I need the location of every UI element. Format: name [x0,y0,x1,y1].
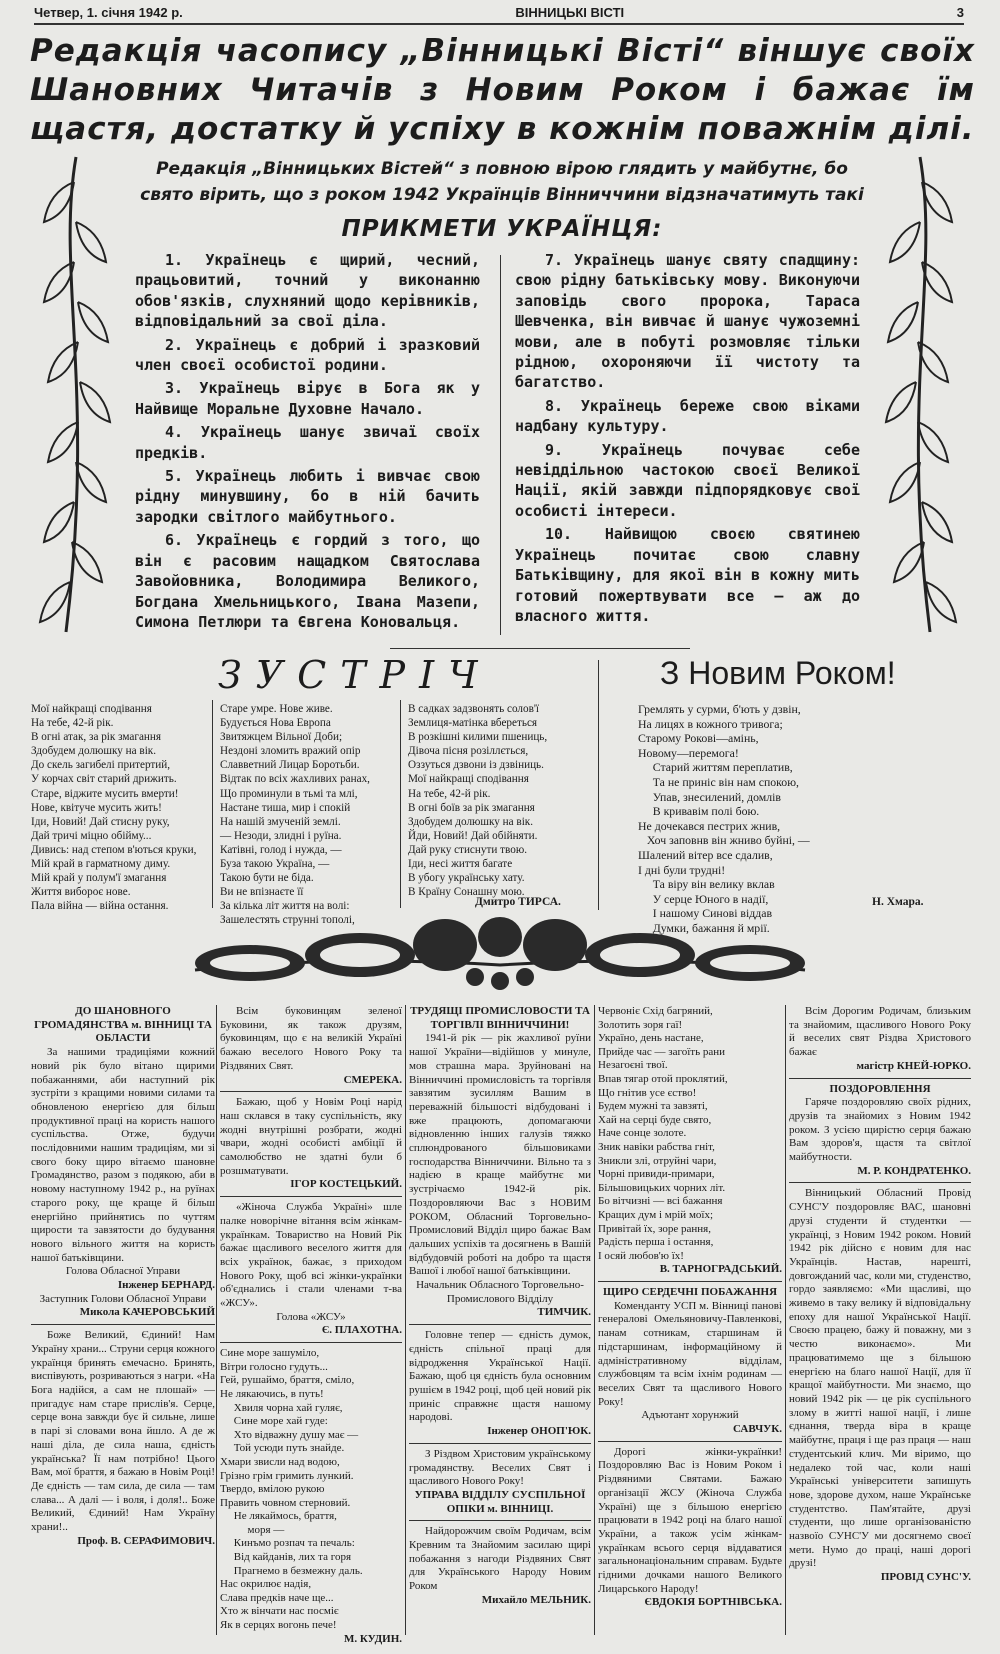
tenet-item: 6. Українець є гордий з того, що він є расовим нащадком Святослава Завойовника, Володимира Великого, Богдана Хмельницького, Івана Мазепи, Симона Петлюри та Євгена Коновальця. [135,531,480,631]
signature: магістр КНЕЙ-ЮРКО. [856,1059,971,1072]
laurel-ornament-right [880,152,960,642]
article-title: ПОЗДОРОВЛЕННЯ [829,1082,931,1095]
signature: ЄВДОКІЯ БОРТНІВСЬКА. [644,1596,782,1609]
tenet-item: 5. Українець любить і вивчає свою рідну минувшину, бо в ній бачить зародки світлого майбутнього. [135,467,480,526]
article-body: Гаряче поздоровляю своїх рідних, друзів та знайомих з Новим 1942 роком. З усією щирістю серця бажаю Вам здоров'я, щастя та світлої майбутности. [789,1096,971,1164]
article-body: 1941-й рік — рік жахливої руїни нашої України—відійшов у минуле, мов страшна мара. Зруйновані на Вінниччині промисловість та торгівля завзятим зусиллям Вашим в переважній більшості відбудовані і вже працюють, допомагаючи відновленню інших галузів тяжко сплюндрованого більшовиками господарства Вінниччини. Вільно та з надією в краще майбутнє ми зустрічаємо 1942-й рік. Поздоровляючи Вас з НОВИМ РОКОМ, Обласний Торговельно-Промисловий Відділ щиро бажає Вам дальших успіхів та досягнень в Вашій відбудовчій роботі на добро та щастя Вашої і любої нашої батьківщини. [409,1032,591,1278]
newspaper-name: ВІННИЦЬКІ ВІСТІ [515,5,625,20]
editorial-greeting: Редакція часопису „Вінницькі Вісті“ віншує своїх Шановних Читачів з Новим Роком і бажає їм щастя, достатку й успіху в кожнім поважнім ділі. [30,33,975,147]
column-divider [216,1005,217,1635]
column-rule [409,1520,591,1521]
tenet-item: 8. Українець береже свою віками надбану культуру. [515,396,860,436]
column-5 [789,1005,971,1585]
article-body: Коменданту УСП м. Вінниці панові генералові Омельяновичу-Павленкові, панам сотникам, старшинам й підстаршинам, інформаційному й адміністративному відділам, службовцям та всім іхнім родинам — веселих Свят та щасливого Нового Року! [598,1299,782,1408]
article-body: Вінницький Обласний Провід СУНС'У поздоровляє ВАС, шановні друзі студенти й студентки — українці, з Новим 1942 роком. Новий 1942 рік дійсно є новим для нас Українців. Настав, нарешті, довгожданий час, коли ми, студенство, гордо заявляємо: «Ми щасливі, що живемо в таку велику й відповідальну епоху для нашої Української Нації. Своєю працею, бажу й поважну, ми з честю виконаємо». Ми працюватимемо ще з більшою енергією на благо нашої Нації, для її кращої майбутности. Ми знаємо, що новий 1942 рік — це рік суспільного злому в житті нашої нації, і лише єднання, тверда віра в краще майбутнє, праця і ще раз праця — наш студентський клич. Ми віримо, що недалеко той час, коли наші Українські університети запишуть нове, здорове духом, наше Українське студентство. Пам'ятайте, друзі студенти, що лише організованістю назвоїо СУНС'У ми досягнемо своєї мети. Нумо до праці, наші дорогі друзі! [789,1187,971,1570]
article-body: Всім буковинцям зеленої Буковини, як також друзям, буковинцям, що є на великій Україні бажаю веселого Нового Року та Різдвяних Свят. [220,1005,402,1072]
article-title: УПРАВА ВІДДІЛУ СУСПІЛЬНОЇ ОПІКИ м. ВІННИЦІ. [414,1488,586,1515]
column-rule [31,1324,215,1325]
signature: Проф. В. СЕРАФИМОВИЧ. [77,1534,215,1547]
signature: В. ТАРНОГРАДСЬКИЙ. [659,1263,782,1276]
poem-author-khmara: Н. Хмара. [872,896,924,908]
signature: Михайло МЕЛЬНИК. [481,1593,591,1606]
poem-new-year: Гремлять у сурми, б'ють у дзвін, На лицях в кожного тривога; Старому Рокові—амінь, Новому—перемога! Старий життям переплатив, Та не приніс він нам спокою, Упав, знесилений, домлів В кривавім полі бою. Не дочекався пестрих жнив, Хоч заповнв він жниво буйні, — Шалений вітер все сдалив, І дні були трудні! Та віру він велику вклав У серце Юного в надії, І нашому Синові віддав Думки, бажання й мрії. [638,702,810,935]
column-divider [405,1005,406,1635]
tenet-item: 10. Найвищою своєю святинею Українець почитає свою славну Батьківщину, для якої він в кожну мить готовий пожертвувати все — аж до власного життя. [515,525,860,625]
article-body: Дорогі жінки-українки! Поздоровляю Вас із Новим Роком і Різдвяними Святами. Бажаю організації ЖСУ (Жіноча Служба Україні) ще з більшою енергією працювати в 1942 році на благо нашої України, а також усім жінкам-українкам всього серця віддаватися загальнонаціональним справам. Будьте гідними дочками нашого Великого Лицарського Народу! [598,1445,782,1595]
section-divider [598,660,599,910]
column-2 [220,1005,402,1646]
column-divider [594,1005,595,1635]
article-body: З Різдвом Христовим українському громадянству. Веселих Свят і щасливого Нового Року! [409,1447,591,1488]
article-body: За нашими традиціями кожний новий рік було вітано щирими побажаннями, аби наступний рік зустріти з кращими новими силами та обновленою енергією для більш продуктивної праці на користь нашого суспільства. Отже, будучи послідовними нашим традиціям, ми зі свого боку щиро вітаємо шановне Громадянство, разом з подякою, аби в новому наступному 1942 р., на руїнах старого року, ще краще й більш енергійно прийнятись по чуттям щирости та завзятости до будування нового вільного життя на користь нашої батьківщини. [31,1046,215,1264]
signature: Інженер БЕРНАРД. [117,1279,215,1292]
tenets-divider [500,255,501,635]
signature: Начальник Обласного Торговельно-Промислового Відділу [416,1279,584,1305]
page-header [34,5,964,25]
tenets-column-right [515,250,860,629]
poem-dawn: Червоніє Схід багряний, Золотить зоря гаї! Україно, день настане, Прийде час — загоїть рани Незагоєні твої. Впав тягар отой проклятий, Що гнітив усе єство! Будем мужні та завзяті, Хай на серці буде свято, Наче сонце золоте. Зник навіки рабства гніт, Зникли злі, отруйні чари, Чорні привиди-примари, Більшовицьких чорних літ. Бо вітчизні — всі бажання Кращих дум і мрій моїх; Привітай їх, зоре рання, Радість перша і остання, І осяй любов'ю їх! [598,1005,728,1262]
tenets-title: ПРИКМЕТИ УКРАЇНЦЯ: [341,216,663,242]
column-rule [598,1441,782,1442]
signature: М. Р. КОНДРАТЕНКО. [857,1164,971,1177]
signature: СМЕРЕКА. [343,1073,402,1086]
column-rule [409,1324,591,1325]
signature: Микола КАЧЕРОВСЬКИЙ [79,1306,215,1319]
column-rule [220,1342,402,1343]
signature: Голова Обласної Управи [65,1265,181,1278]
tenet-item: 7. Українець шанує святу спадщину: свою рідну батьківську мову. Виконуючи заповідь свого пророка, Тараса Шевченка, він вивчає й шанує чужоземні мови, але в побуті розмовляє тільки рідною, охороняючи її чистоту та багатство. [515,251,860,392]
article-body: Бажаю, щоб у Новім Році нарід наш склався в таку суспільність, яку жодні внутрішні розбрати, жодні чвари, жодні особисті амбіції й самолюбство не здатні були б розшматувати. [220,1096,402,1177]
poem-divider [212,700,213,908]
column-divider [785,1005,786,1635]
poem-title-new-year: З Новим Роком! [660,655,896,691]
signature: Голова «ЖСУ» [276,1310,346,1323]
column-rule [409,1443,591,1444]
oak-leaf-ornament [190,915,810,997]
laurel-ornament-left [36,152,116,642]
article-title: ДО ШАНОВНОГО ГРОМАДЯНСТВА м. ВІННИЦІ ТА ОБЛАСТИ [34,1005,212,1045]
page-number: 3 [956,5,964,20]
issue-date: Четвер, 1. січня 1942 р. [34,5,183,20]
signature: Адъютант хорунжий [641,1409,739,1422]
signature: Є. ПЛАХОТНА. [321,1324,402,1337]
tenet-item: 1. Українець є щирий, чесний, працьовитий, точний у виконанню обов'язків, слухняний щодо керівників, відповідальний за свої діла. [135,251,480,331]
article-body: Найдорожчим своїм Родичам, всім Кревним та Знайомим засилаю щирі побажання з нагоди Різдвяних Свят для Українського Народу Новим Роком [409,1525,591,1593]
article-body: Всім Дорогим Родичам, близьким та знайомим, щасливого Нового Року й веселих свят Різдва Христового бажає [789,1005,971,1059]
column-1 [31,1005,215,1548]
column-rule [220,1091,402,1092]
signature: ІГОР КОСТЕЦЬКИЙ. [290,1178,402,1191]
tenet-item: 9. Українець почуває себе невіддільною частокою своєї Великої Нації, якій завжди підпорядковує свої особисті інтереси. [515,440,860,520]
column-4 [598,1005,782,1610]
poem-divider [400,700,401,908]
article-body: Боже Великий, Єдиний! Нам Україну храни... Струни серця кожного українця бринять ємечасно. Бринять, виспівують, розриваються з нагри. «На Бога надійся, а сам не плошай» — пригадує нам старе прислів'я. Серце, серце вона завжди бує й сильне, лише в парі зі словами вона йшло. А де ж наші діла, де сила наша, єдність українська? Її нам потрібно! Цього Вам, мої браття, я бажаю в Новім Році! Де єдність — там сила, де сила — там слава... А далі — і воля, і доля!.. Боже Великий, Єдиний! Нам Україну храни!.. [31,1329,215,1534]
signature: САВЧУК. [732,1423,782,1436]
article-body: «Жіноча Служба Україні» шле палке новорічне вітання всім жінкам-українкам. Товариство на Новий Рік бажає щасливого веселого життя для всіх українок, бажає, з приходом Нового Року, щоб всі жінки-українки об'єднались і стали членами т-ва «ЖСУ». [220,1201,402,1310]
intro-text: Редакція „Вінницьких Вістей“ з повною вірою глядить у майбутнє, бо свято вірить, що з роком 1942 Українців Вінниччини відзначатимуть такі [140,159,864,205]
column-rule [220,1196,402,1197]
poem-author-tyrsa: Дмитро ТИРСА. [475,896,561,908]
poem-sea: Сине море зашуміло, Вітри голосно гудуть... Гей, рушаймо, браття, сміло, Не лякаючись, в путь! Хвиля чорна хай гуляє, Сине море хай гуде: Хто відважну душу має — Той усюди путь знайде. Хмари звисли над водою, Грізно грім гримить лункий. Твердо, вмілою рукою Править човном стерновий. Не лякаймось, браття, моря — Кинъмо розпач та печаль: Від кайданів, лих та горя Прагнемо в безмежну даль. Нас окрилює надія, Слава предків наче ще... Хто ж вінчати нас посміє Як в серцях вогонь пече! [220,1347,363,1632]
column-rule [598,1281,782,1282]
poem-zustrich-col3: В садках задзвонять солов'ї Землиця-матінка вбереться В розкішні килими пшениць, Дівоча пісня розіллється, Оззуться дзвони із дзвіниць. Мої найкращі сподівання На тебе, 42-й рік. В огні боїв за рік змагання Здобудем долюшку на вік. Йди, Новий! Дай обійняти. Дай руку стиснути твою. Іди, несі життя багате В убогу українську хату. В Країну Сонашну мою. [408,703,548,899]
article-title: ТРУДЯЩІ ПРОМИСЛОВОСТИ ТА ТОРГІВЛІ ВІННИЧЧИНИ! [410,1005,590,1031]
tenets-column-left [135,250,480,635]
article-title: ЩИРО СЕРДЕЧНІ ПОБАЖАННЯ [602,1285,778,1298]
poem-title-zustrich: ЗУСТРІЧ [218,653,492,697]
signature: ПРОВІД СУНС'У. [880,1571,971,1584]
signature: ТИМЧИК. [537,1306,591,1319]
poem-zustrich-col1: Мої найкращі сподівання На тебе, 42-й рік. В огні атак, за рік змагання Здобудем долюшку на вік. До скель загибелі притертий, У корчах світ старий дрижить. Старе, віджите мусить вмерти! Нове, квітуче мусить жить! Іди, Новий! Дай стисну руку, Дай тричі міцно обійму... Дивись: над степом в'ються круки, Мій край в гарматному диму. Мій край у полум'ї змагання Життя вибороє нове. Пала війна — війна остання. [31,703,197,913]
signature: М. КУДИН. [343,1632,402,1645]
tenet-item: 4. Українець шанує звичаї своїх предків. [135,423,480,462]
section-rule [390,648,690,649]
article-body: Головне тепер — єдність думок, єдність спільної праці для відродження Української Нації. Бажаю, щоб ця єдність була основним рушієм в 1942 році, щоб цей новий рік приніс справжнє щастя нашому народові. [409,1329,591,1424]
signature: Заступник Голови Обласної Управи [39,1292,207,1305]
column-rule [789,1078,971,1079]
tenet-item: 2. Українець є добрий і зразковий член своєї особистої родини. [135,335,480,375]
poem-zustrich-col2: Старе умре. Нове живе. Будується Нова Европа Звитяжцем Вільної Доби; Нездоні зломить вражий опір Славветний Лицар Боротьби. Відтак по всіх жахливих ранах, Що проминули в тьмі та млі, Настане тиша, мир і спокій На нашій змученій землі. — Незоди, злидні і руїна. Катівні, голод і нужда, — Буза такою Україна, — Такою бути не біда. Ви не впізнаєте її За кілька літ життя на волі: Зашелестять струнні тополі, [220,703,370,927]
signature: Інженер ОНОП'ЮК. [487,1425,591,1438]
column-3 [409,1005,591,1608]
column-rule [789,1182,971,1183]
tenet-item: 3. Українець вірує в Бога як у Найвище Моральне Духовне Начало. [135,379,480,418]
